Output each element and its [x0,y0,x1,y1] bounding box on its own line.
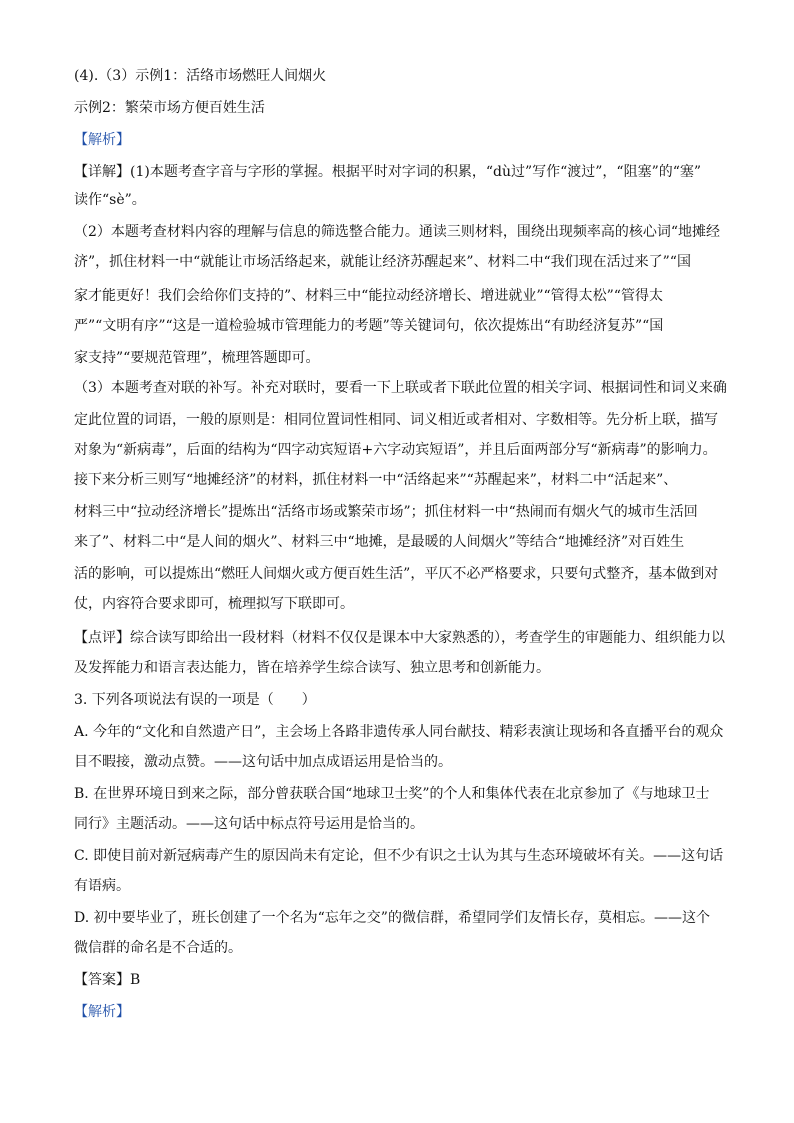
text-line: 接下来分析三则写“地摊经济”的材料，抓住材料一中“活络起来”“苏醒起来”，材料二中“活起来”、 [74,472,678,488]
text-line: 材料三中“拉动经济增长”提炼出“活络市场或繁荣市场”；抓住材料一中“热闹而有烟火气的城市生活回 [74,504,698,520]
text-line: （2）本题考查材料内容的理解与信息的筛选整合能力。通读三则材料，围绕出现频率高的核心词“地摊经 [74,224,721,240]
text-line: D. 初中要毕业了，班长创建了一个名为“忘年之交”的微信群，希望同学们友情长存，莫相忘。——这个 [74,910,710,926]
text-line: 【答案】B [74,972,141,988]
text-line: 对象为“新病毒”，后面的结构为“四字动宾短语+六字动宾短语”，并且后面两部分写“新病毒”的影响力。 [74,442,717,458]
text-line: 严”“文明有序”“这是一道检验城市管理能力的考题”等关键词句，依次提炼出“有助经济复苏”“国 [74,318,664,334]
text-line: 及发挥能力和语言表达能力，皆在培养学生综合读写、独立思考和创新能力。 [74,660,550,676]
text-line: 家才能更好！我们会给你们支持的”、材料三中“能拉动经济增长、增进就业”“管得太松”“管得太 [74,288,663,304]
text-line: 示例2：繁荣市场方便百姓生活 [74,100,265,116]
text-line: 微信群的命名是不合适的。 [74,940,242,956]
text-line: 来了”、材料二中“是人间的烟火”、材料三中“地摊，是最暖的人间烟火”等结合“地摊经济”对百姓生 [74,534,685,550]
text-line: (4).（3）示例1：活络市场燃旺人间烟火 [74,68,327,84]
text-line: 【详解】(1)本题考查字音与字形的掌握。根据平时对字词的积累，“dù过”写作“渡过”，“阻塞”的“塞” [74,164,702,180]
text-line: A. 今年的“文化和自然遗产日”，主会场上各路非遗传承人同台献技、精彩表演让现场和各直播平台的观众 [74,724,724,740]
text-line: 同行》主题活动。——这句话中标点符号运用是恰当的。 [74,816,424,832]
text-line: 定此位置的词语，一般的原则是：相同位置词性相同、词义相近或者相对、字数相等。先分析上联，描写 [74,412,718,428]
text-line: 【点评】综合读写即给出一段材料（材料不仅仅是课本中大家熟悉的），考查学生的审题能力、组织能力以 [74,630,725,646]
text-line: 读作“sè”。 [74,192,146,208]
text-line: 家支持”“要规范管理”，梳理答题即可。 [74,350,320,366]
text-line: C. 即使目前对新冠病毒产生的原因尚未有定论，但不少有识之士认为其与生态环境破坏有关。——这句话 [74,848,724,864]
text-line: （3）本题考查对联的补写。补充对联时，要看一下上联或者下联此位置的相关字词、根据词性和词义来确 [74,380,727,396]
text-line: 目不暇接，激动点赞。——这句话中加点成语运用是恰当的。 [74,754,452,770]
text-line: 有语病。 [74,878,130,894]
section-tag: 【解析】 [74,132,130,148]
text-line: 3. 下列各项说法有误的一项是（ ） [74,692,316,708]
text-line: B. 在世界环境日到来之际，部分曾获联合国“地球卫士奖”的个人和集体代表在北京参加了《与地球卫士 [74,786,710,802]
text-line: 活的影响，可以提炼出“燃旺人间烟火或方便百姓生活”，平仄不必严格要求，只要句式整齐，基本做到对 [74,566,719,582]
text-line: 济”，抓住材料一中“就能让市场活络起来，就能让经济苏醒起来”、材料二中“我们现在活过来了”“国 [74,254,691,270]
section-tag: 【解析】 [74,1004,130,1020]
text-line: 仗，内容符合要求即可，梳理拟写下联即可。 [74,596,354,612]
